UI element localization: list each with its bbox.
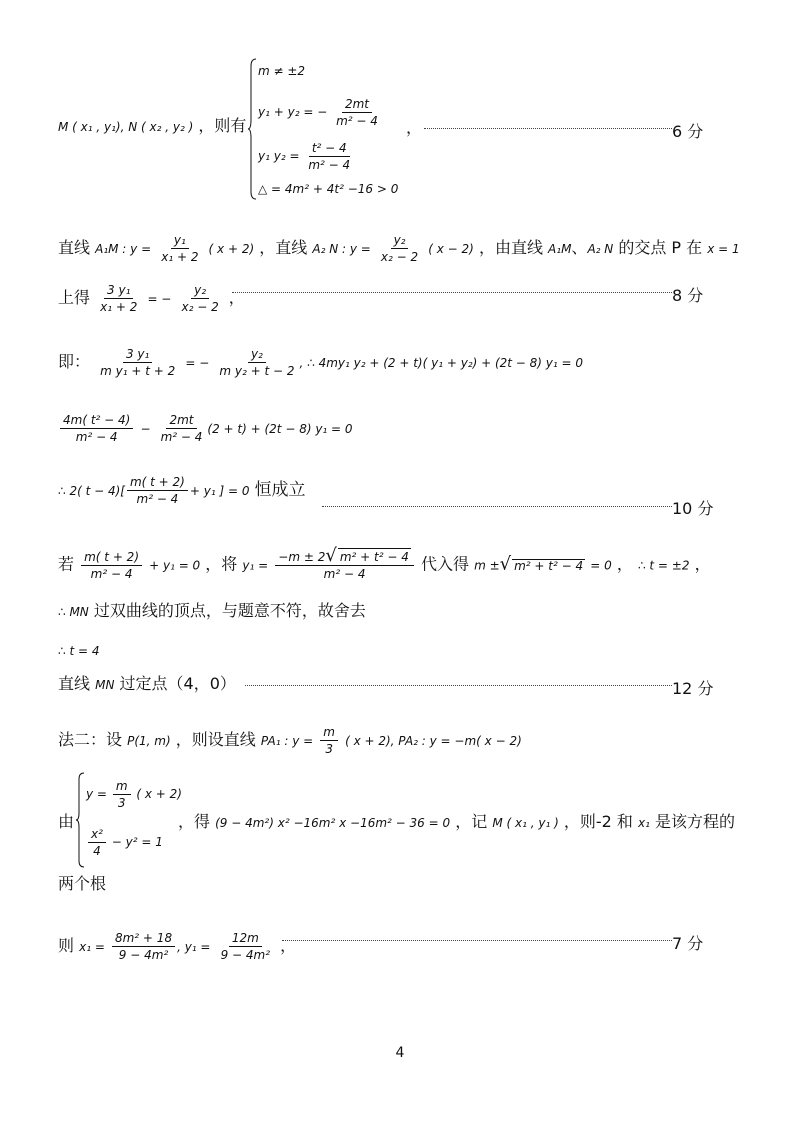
frac-5a: $\frac{\text{4m( t² − 4)}}{\text{m² − 4}}$ [60, 412, 133, 445]
line7: 若 $\frac{m( t + 2)}{\text{m² − 4}}$ + y₁ = 0 ，将 y₁ = $\frac{\text{−m ± 2√ m² + t² − 4}}{\text{m² − 4}}$ 代入得 m ±√ m² + t² − 4 = 0 ， ∴ t = ±2 ， [58, 545, 711, 581]
leader-dots-1 [424, 128, 672, 129]
leader-dots-3 [322, 506, 672, 507]
system-brace-1 [248, 58, 418, 200]
frac-14b: $\frac{12m}{\text{9 − 4m²}}$ [220, 931, 271, 962]
score-8: 8 分 [672, 286, 704, 305]
sys1-row3-lhs: y₁ y₂ = [258, 149, 300, 163]
line6: ∴ 2( t − 4)[ $\frac{m( t + 2)}{\text{m² − 4}}$ + y₁ ] = 0 恒成立 [58, 475, 306, 506]
frac-y2: $\frac{\text{y₂}}{\text{x₂ − 2}}$ [181, 283, 219, 314]
line3: 上得 $\frac{\text{3 y₁}}{\text{x₁ + 2}}$ = − $\frac{\text{y₂}}{\text{x₂ − 2}}$ ， [58, 283, 245, 314]
line1 [58, 118, 246, 134]
line5: $\frac{\text{4m( t² − 4)}}{\text{m² − 4}}$ − $\frac{2mt}{\text{m² − 4}}$ (2 + t) + (2t − 8) y₁ = 0 [58, 412, 353, 445]
sys1-row2-lhs: y₁ + y₂ = − [258, 105, 328, 119]
line4: 即： $\frac{\text{3 y₁}}{\text{m y₁ + t + 2}}$ = − $\frac{\text{y₂}}{\text{m y₂ + t − 2}}$ , ∴ 4my₁ y₂ + (2 + t)( y₁ + y₂) + (2t − 8) y₁ = 0 [58, 347, 584, 378]
score-7: 7 分 [672, 934, 704, 953]
sys1-row2 [258, 96, 383, 129]
frac-7b: $\frac{\text{−m ± 2√ m² + t² − 4}}{\text{m² − 4}}$ [275, 548, 414, 582]
line9: ∴ t = 4 [58, 644, 100, 658]
sys1-frac-2: $\frac{\text{t² − 4}}{\text{m² − 4}}$ [308, 141, 351, 172]
sys2-row2: $\frac{\text{x²}}{4}$ − y² = 1 [86, 826, 163, 859]
frac-4a: $\frac{\text{3 y₁}}{\text{m y₁ + t + 2}}$ [100, 347, 176, 378]
frac-11: $\frac{m}{3}$ [320, 724, 338, 757]
frac-7a: $\frac{m( t + 2)}{\text{m² − 4}}$ [81, 549, 142, 582]
left-brace-icon [76, 772, 86, 868]
line13: 两个根 [58, 874, 107, 893]
line14: 则 x₁ = $\frac{\text{8m² + 18}}{\text{9 − 4m²}}$ , y₁ = $\frac{12m}{\text{9 − 4m²}}$ ， [58, 931, 297, 962]
line12-rest: ，得 (9 − 4m²) x² −16m² x −16m² − 36 = 0 ，记 M ( x₁ , y₁ ) ，则-2 和 x₁ 是该方程的 [178, 812, 736, 831]
line1-text: ，则有 [198, 116, 247, 135]
frac-4b: $\frac{\text{y₂}}{\text{m y₂ + t − 2}}$ [219, 347, 295, 378]
system-brace-2 [76, 772, 182, 868]
page-number: 4 [395, 1045, 405, 1061]
line8: ∴ MN 过双曲线的顶点，与题意不符，故舍去 [58, 601, 366, 620]
frac-a2n: $\frac{\text{y₂}}{\text{x₂ − 2}}$ [380, 233, 419, 264]
line2: 直线 A₁M : y = $\frac{\text{y₁}}{\text{x₁ + 2}}$ ( x + 2) ，直线 A₂ N : y = $\frac{\text{y₂}}{\text{x₂ − 2}}$ ( x − 2) ，由直线 A₁M、A₂ N 的交点 P 在 x = 1 [58, 233, 740, 264]
frac-a1m: $\frac{\text{y₁}}{\text{x₁ + 2}}$ [161, 233, 199, 264]
left-brace-icon [248, 58, 258, 200]
leader-dots-4 [245, 685, 672, 686]
frac-6: $\frac{m( t + 2)}{\text{m² − 4}}$ [127, 474, 188, 507]
frac-14a: $\frac{\text{8m² + 18}}{\text{9 − 4m²}}$ [112, 930, 175, 963]
sqrt-icon: √ [499, 553, 512, 575]
sys1-row4: △ = 4m² + 4t² −16 > 0 [258, 182, 399, 196]
line10: 直线 MN 过定点（4，0） [58, 674, 236, 693]
frac-5b: $\frac{2mt}{\text{m² − 4}}$ [160, 413, 203, 444]
line12-you: 由 [58, 812, 75, 831]
line11: 法二：设 P(1, m) ，则设直线 PA₁ : y = $\frac{m}{3}$ ( x + 2), PA₂ : y = −m( x − 2) [58, 725, 522, 756]
leader-dots-5 [282, 940, 672, 941]
sqrt-icon: √ [325, 545, 337, 566]
sys1-row3 [258, 140, 355, 173]
score-12: 12 分 [672, 679, 714, 698]
score-6: 6 分 [672, 122, 704, 141]
score-10: 10 分 [672, 499, 714, 518]
frac-3y1: $\frac{\text{3 y₁}}{\text{x₁ + 2}}$ [100, 283, 138, 314]
leader-dots-2 [232, 292, 672, 293]
line1-comma: ， [406, 118, 423, 137]
points-mn: M ( x₁ , y₁), N ( x₂ , y₂ ) [58, 120, 194, 134]
sys1-row1: m ≠ ±2 [258, 64, 306, 78]
sys2-row1: y = $\frac{m}{3}$ ( x + 2) [86, 779, 182, 810]
sys1-frac-1: $\frac{2mt}{\text{m² − 4}}$ [336, 97, 378, 128]
